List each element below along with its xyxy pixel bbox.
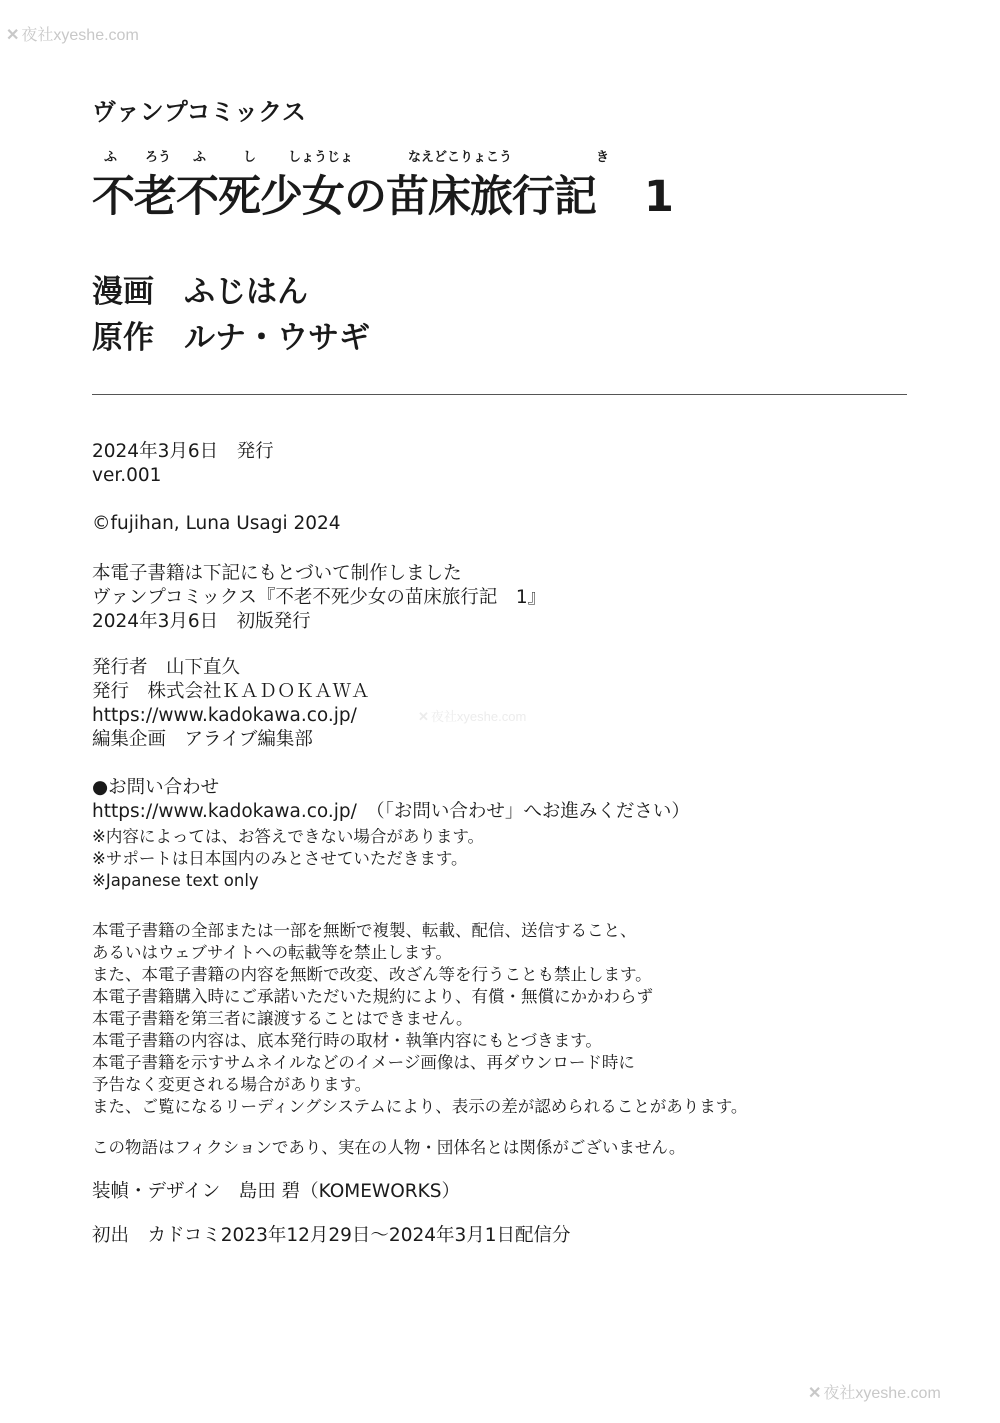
contact-block — [92, 776, 690, 892]
legal-notice — [92, 920, 747, 1118]
legal-line: 本電子書籍購入時にご承諾いただいた規約により、有償・無償にかかわらず — [92, 987, 653, 1006]
publisher-line: 発行者 山下直久 — [92, 657, 241, 678]
contact-url: https://www.kadokawa.co.jp/ （「お問い合わせ」へお進みください） — [92, 801, 690, 822]
publication-date-block — [92, 440, 274, 488]
ruby-text: し — [243, 150, 257, 165]
art-role: 漫画 — [92, 274, 154, 310]
publication-date: 2024年3月6日 発行 — [92, 441, 274, 462]
first-appearance: 初出 カドコミ2023年12月29日～2024年3月1日配信分 — [92, 1225, 571, 1246]
source-line: 本電子書籍は下記にもとづいて制作しました — [92, 563, 462, 584]
legal-line: 本電子書籍の内容は、底本発行時の取材・執筆内容にもとづきます。 — [92, 1031, 602, 1050]
title-text: 不老不死少女の苗床旅行記 — [92, 172, 596, 222]
volume-number: 1 — [644, 172, 673, 222]
x-logo-icon: ✕ — [418, 709, 429, 724]
watermark-text: 夜社xyeshe.com — [21, 27, 139, 44]
watermark-top — [6, 22, 139, 45]
publisher-line: 編集企画 アライブ編集部 — [92, 729, 313, 750]
publisher-block — [92, 656, 370, 752]
watermark-text: 夜社xyeshe.com — [823, 1385, 941, 1402]
watermark-middle — [418, 706, 526, 725]
legal-line: 本電子書籍を第三者に譲渡することはできません。 — [92, 1009, 473, 1028]
design-credit: 装幀・デザイン 島田 碧（KOMEWORKS） — [92, 1181, 461, 1202]
legal-line: あるいはウェブサイトへの転載等を禁止します。 — [92, 943, 452, 962]
source-block — [92, 562, 546, 634]
publisher-url: https://www.kadokawa.co.jp/ — [92, 705, 357, 726]
ruby-text: ろう — [145, 150, 172, 165]
publisher-line: 発行 株式会社ＫＡＤＯＫＡＷＡ — [92, 681, 370, 702]
watermark-text: 夜社xyeshe.com — [430, 709, 527, 724]
ruby-text: しょうじょ — [288, 150, 354, 165]
ruby-text: ふ — [104, 150, 118, 165]
contact-heading: ●お問い合わせ — [92, 777, 220, 798]
legal-line: 予告なく変更される場合があります。 — [92, 1075, 372, 1094]
watermark-bottom — [808, 1380, 941, 1403]
legal-line: 本電子書籍の全部または一部を無断で複製、転載、配信、送信すること、 — [92, 921, 637, 940]
imprint-name: ヴァンプコミックス — [92, 98, 306, 126]
contact-note: ※内容によっては、お答えできない場合があります。 — [92, 827, 485, 846]
contact-note: ※サポートは日本国内のみとさせていただきます。 — [92, 849, 468, 868]
ruby-text: ふ — [193, 150, 207, 165]
ruby-text: き — [596, 150, 610, 165]
copyright: ©fujihan, Luna Usagi 2024 — [92, 513, 341, 534]
legal-line: 本電子書籍を示すサムネイルなどのイメージ画像は、再ダウンロード時に — [92, 1053, 635, 1072]
x-logo-icon: ✕ — [808, 1385, 822, 1402]
version: ver.001 — [92, 465, 162, 486]
source-line: ヴァンプコミックス『不老不死少女の苗床旅行記 1』 — [92, 587, 547, 608]
orig-role: 原作 — [92, 320, 154, 356]
book-title — [92, 163, 673, 224]
original-credit — [92, 312, 370, 357]
source-line: 2024年3月6日 初版発行 — [92, 611, 311, 632]
fiction-notice: この物語はフィクションであり、実在の人物・団体名とは関係がございません。 — [92, 1138, 686, 1157]
art-name: ふじはん — [184, 274, 308, 310]
orig-name: ルナ・ウサギ — [184, 320, 370, 356]
divider — [92, 394, 907, 395]
legal-line: また、本電子書籍の内容を無断で改変、改ざん等を行うことも禁止します。 — [92, 965, 652, 984]
legal-line: また、ご覧になるリーディングシステムにより、表示の差が認められることがあります。 — [92, 1097, 748, 1116]
contact-note: ※Japanese text only — [92, 871, 259, 890]
x-logo-icon: ✕ — [6, 27, 20, 44]
art-credit — [92, 266, 308, 311]
ruby-text: なえどこりょこう — [408, 150, 513, 165]
